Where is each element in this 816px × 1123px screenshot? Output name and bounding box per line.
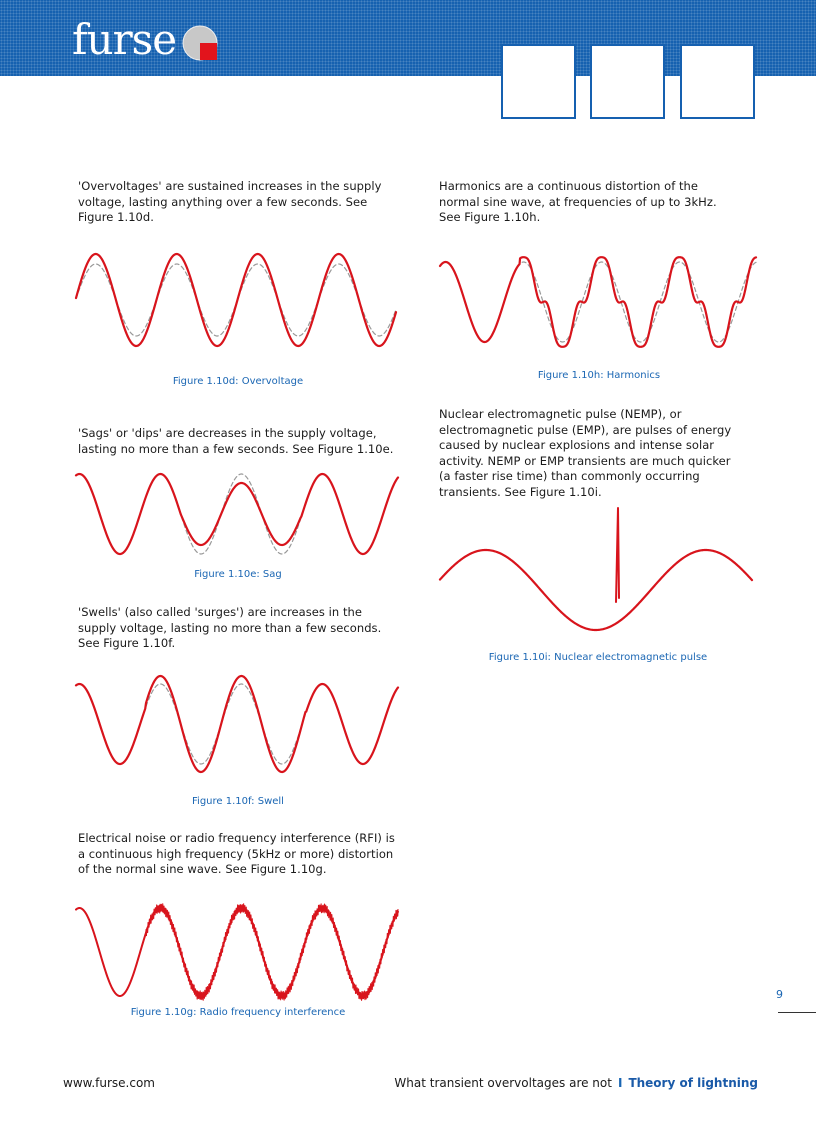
logo-wordmark: furse <box>72 15 177 64</box>
base-wave <box>76 908 398 996</box>
chapter-tab-1[interactable] <box>501 44 576 119</box>
page-number: 9 <box>776 988 783 1001</box>
chapter-tab-2[interactable] <box>590 44 665 119</box>
nemp-caption: Figure 1.10i: Nuclear electromagnetic pulse <box>488 652 708 663</box>
overvoltage-text: 'Overvoltages' are sustained increases in the supply voltage, lasting anything over a few seconds. See Figure 1.10d. <box>78 179 382 224</box>
rfi-text: Electrical noise or radio frequency interference (RFI) is a continuous high frequency (5kHz or more) distortion of the normal sine wave. See Figure 1.10g. <box>78 831 395 876</box>
footer-chapter[interactable]: Theory of lightning <box>628 1076 758 1090</box>
harmonics-text: Harmonics are a continuous distortion of the normal sine wave, at frequencies of up to 3kHz. See Figure 1.10h. <box>439 179 717 224</box>
overvoltage-wave <box>76 254 396 346</box>
harmonics-figure <box>440 252 758 354</box>
rfi-figure <box>76 898 402 1006</box>
nemp-figure <box>440 506 756 638</box>
footer-breadcrumb <box>394 1076 758 1090</box>
sag-text: 'Sags' or 'dips' are decreases in the supply voltage, lasting no more than a few seconds. See Figure 1.10e. <box>78 426 394 456</box>
nemp-text: Nuclear electromagnetic pulse (NEMP), or electromagnetic pulse (EMP), are pulses of energy caused by nuclear explosions and intense solar activity. NEMP or EMP transients are much quicker (a faster rise time) than commonly occurring transients. See Figure 1.10i. <box>439 407 732 499</box>
footer-separator: I <box>617 1076 623 1090</box>
swell-caption: Figure 1.10f: Swell <box>192 796 284 807</box>
sine-wave <box>440 550 752 630</box>
swell-text: 'Swells' (also called 'surges') are increases in the supply voltage, lasting no more than a few seconds. See Figure 1.10f. <box>78 605 382 650</box>
furse-logo[interactable] <box>72 16 218 64</box>
reference-wave <box>76 684 398 764</box>
harmonics-caption: Figure 1.10h: Harmonics <box>537 370 661 381</box>
swell-figure <box>76 668 402 778</box>
sag-figure <box>76 466 402 566</box>
footer-url[interactable]: www.furse.com <box>63 1076 155 1090</box>
sag-wave <box>76 474 398 554</box>
logo-globe-icon <box>182 25 218 61</box>
sag-caption: Figure 1.10e: Sag <box>194 569 282 580</box>
chapter-tab-3[interactable] <box>680 44 755 119</box>
footer-section: What transient overvoltages are not <box>394 1076 612 1090</box>
rfi-noise-wave <box>76 904 398 1001</box>
swell-wave <box>76 676 398 772</box>
overvoltage-figure <box>76 240 402 360</box>
overvoltage-caption: Figure 1.10d: Overvoltage <box>172 376 304 387</box>
harmonics-wave <box>440 257 756 347</box>
pulse-spike <box>616 508 619 602</box>
rfi-caption: Figure 1.10g: Radio frequency interference <box>130 1007 346 1018</box>
page-number-rule <box>778 1012 816 1013</box>
